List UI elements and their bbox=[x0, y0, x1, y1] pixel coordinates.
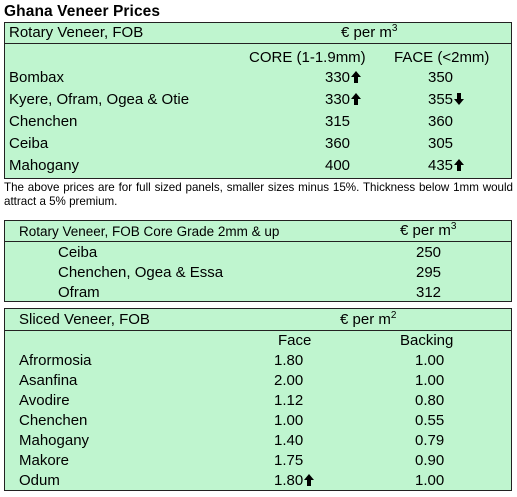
backing-price-text: 0.80 bbox=[415, 392, 445, 409]
species-name-text: Afrormosia bbox=[19, 352, 92, 369]
core-grade-unit: € per $m^3$ bbox=[400, 221, 457, 239]
species-name-text: Makore bbox=[19, 452, 70, 469]
face-price bbox=[428, 157, 464, 175]
species-name bbox=[19, 372, 77, 390]
species-name bbox=[19, 352, 92, 370]
backing-price-text: 1.00 bbox=[415, 472, 445, 489]
backing-price bbox=[415, 432, 444, 450]
backing-price bbox=[415, 372, 444, 390]
core-price-text: 315 bbox=[325, 113, 351, 130]
face-price-text: 360 bbox=[428, 113, 454, 130]
species-name-text: Avodire bbox=[19, 392, 70, 409]
down-arrow-icon bbox=[454, 93, 464, 105]
core-price-text: 360 bbox=[325, 135, 351, 152]
species-name-text: Mahogany bbox=[19, 432, 90, 449]
core-grade-price bbox=[416, 284, 441, 302]
face-price bbox=[428, 69, 453, 87]
rotary-unit: € per $m^3$ bbox=[341, 23, 398, 41]
core-price bbox=[325, 135, 350, 153]
face-price-text: 1.80 bbox=[274, 472, 304, 489]
face-price-text: 435 bbox=[428, 157, 454, 174]
rotary-header: Rotary Veneer, FOB bbox=[9, 24, 144, 41]
up-arrow-icon bbox=[351, 93, 361, 105]
backing-price bbox=[415, 412, 444, 430]
rotary-veneer-table bbox=[4, 22, 512, 179]
backing-price-text: 0.55 bbox=[415, 412, 445, 429]
face-price bbox=[274, 392, 303, 410]
face-price-text: 305 bbox=[428, 135, 454, 152]
sliced-header: Sliced Veneer, FOB bbox=[19, 311, 150, 328]
core-grade-price-text: 250 bbox=[416, 244, 442, 261]
species-name-text: Chenchen, Ogea & Essa bbox=[58, 264, 224, 281]
backing-price-text: 0.79 bbox=[415, 432, 445, 449]
backing-price bbox=[415, 452, 444, 470]
face-price bbox=[274, 452, 303, 470]
backing-price bbox=[415, 352, 444, 370]
core-grade-price-text: 295 bbox=[416, 264, 442, 281]
face-price-text: 1.40 bbox=[274, 432, 304, 449]
species-name-text: Ceiba bbox=[58, 244, 98, 261]
core-grade-price-text: 312 bbox=[416, 284, 442, 301]
species-name bbox=[19, 432, 89, 450]
core-grade-price bbox=[416, 264, 441, 282]
page-title: Ghana Veneer Prices bbox=[4, 3, 161, 20]
sliced-veneer-table bbox=[4, 308, 512, 491]
col-backing: Backing bbox=[400, 332, 454, 349]
species-name bbox=[9, 91, 189, 109]
col-face: FACE (<2mm) bbox=[394, 49, 490, 66]
core-grade-table bbox=[4, 220, 512, 302]
species-name bbox=[9, 69, 64, 87]
face-price bbox=[274, 432, 303, 450]
face-price-text: 1.12 bbox=[274, 392, 304, 409]
col-face: Face bbox=[278, 332, 312, 349]
face-price bbox=[274, 472, 314, 490]
price-note: The above prices are for full sized panels, smaller sizes minus 15%. Thickness below 1mm would attract a 5% premium. bbox=[4, 181, 513, 208]
core-price-text: 400 bbox=[325, 157, 351, 174]
species-name bbox=[9, 157, 79, 175]
species-name bbox=[58, 264, 223, 282]
sliced-unit: € per $m^2$ bbox=[340, 310, 397, 328]
face-price bbox=[428, 91, 464, 109]
species-name bbox=[9, 135, 48, 153]
species-name bbox=[19, 392, 70, 410]
species-name bbox=[19, 452, 69, 470]
col-core: CORE (1-1.9mm) bbox=[249, 49, 366, 66]
core-grade-price bbox=[416, 244, 441, 262]
backing-price-text: 0.90 bbox=[415, 452, 445, 469]
species-name bbox=[58, 244, 97, 262]
face-price-text: 350 bbox=[428, 69, 454, 86]
face-price bbox=[428, 113, 453, 131]
backing-price-text: 1.00 bbox=[415, 372, 445, 389]
species-name-text: Bombax bbox=[9, 69, 65, 86]
species-name-text: Asanfina bbox=[19, 372, 78, 389]
face-price bbox=[274, 352, 303, 370]
core-price bbox=[325, 157, 350, 175]
species-name bbox=[9, 113, 77, 131]
up-arrow-icon bbox=[304, 474, 314, 486]
species-name-text: Chenchen bbox=[9, 113, 78, 130]
face-price-text: 1.80 bbox=[274, 352, 304, 369]
face-price bbox=[274, 372, 303, 390]
core-grade-header: Rotary Veneer, FOB Core Grade 2mm & up bbox=[19, 224, 280, 239]
species-name bbox=[19, 412, 87, 430]
core-price-text: 330 bbox=[325, 91, 351, 108]
face-price bbox=[274, 412, 303, 430]
species-name-text: Chenchen bbox=[19, 412, 88, 429]
up-arrow-icon bbox=[351, 71, 361, 83]
species-name-text: Ceiba bbox=[9, 135, 49, 152]
species-name-text: Ofram bbox=[58, 284, 100, 301]
face-price-text: 1.75 bbox=[274, 452, 304, 469]
backing-price bbox=[415, 392, 444, 410]
core-price bbox=[325, 91, 361, 109]
face-price-text: 1.00 bbox=[274, 412, 304, 429]
core-price-text: 330 bbox=[325, 69, 351, 86]
face-price-text: 355 bbox=[428, 91, 454, 108]
species-name-text: Odum bbox=[19, 472, 60, 489]
core-price bbox=[325, 69, 361, 87]
backing-price-text: 1.00 bbox=[415, 352, 445, 369]
up-arrow-icon bbox=[454, 159, 464, 171]
species-name-text: Mahogany bbox=[9, 157, 80, 174]
face-price-text: 2.00 bbox=[274, 372, 304, 389]
core-price bbox=[325, 113, 350, 131]
species-name-text: Kyere, Ofram, Ogea & Otie bbox=[9, 91, 190, 108]
backing-price bbox=[415, 472, 444, 490]
species-name bbox=[58, 284, 100, 302]
species-name bbox=[19, 472, 60, 490]
face-price bbox=[428, 135, 453, 153]
